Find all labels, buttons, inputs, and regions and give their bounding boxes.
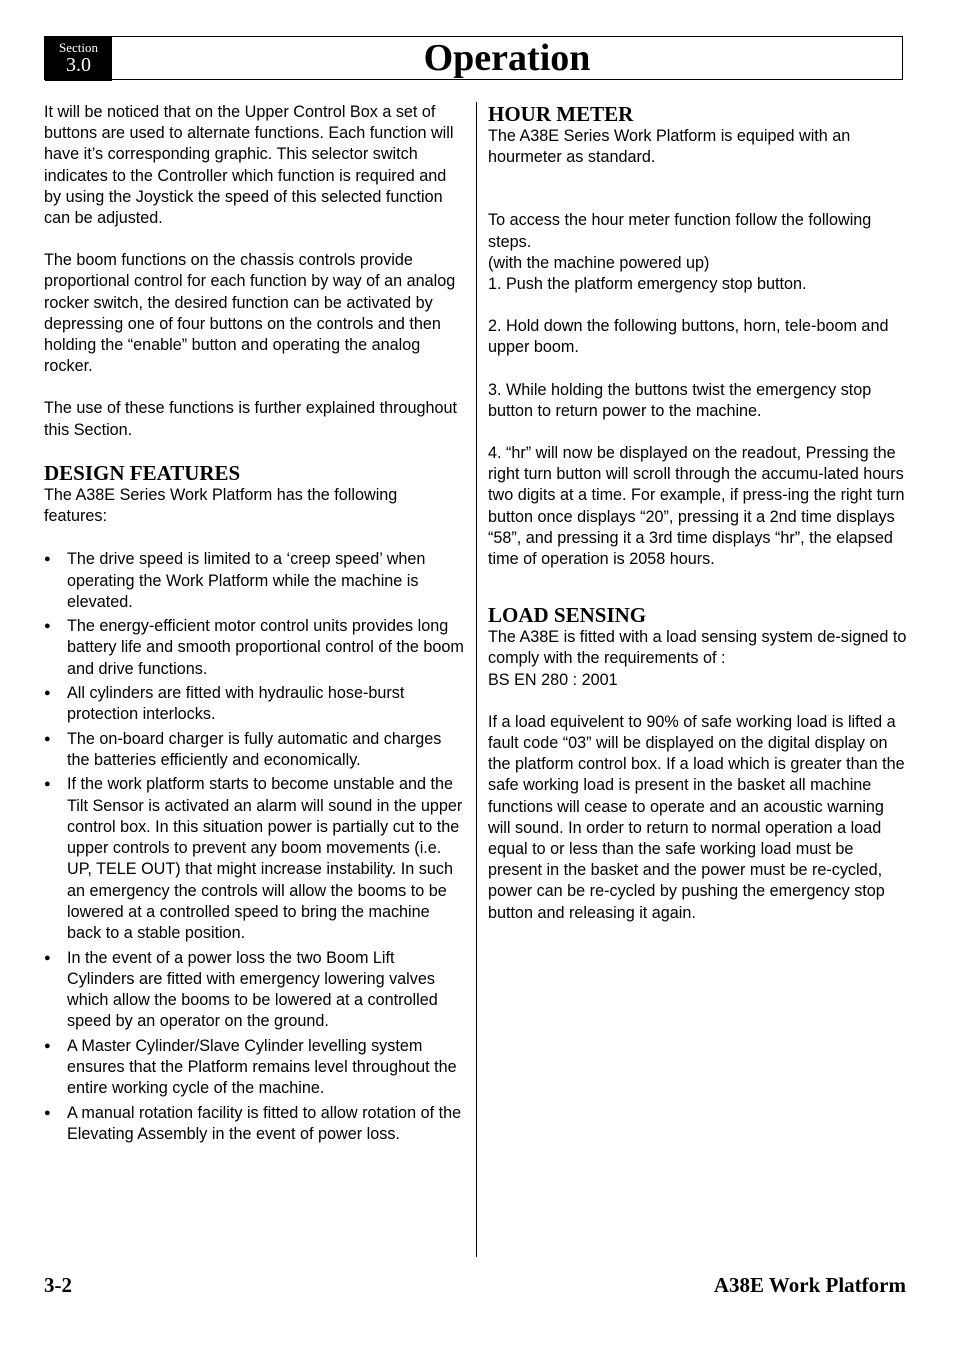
hour-meter-heading: HOUR METER [488, 102, 634, 126]
load-sensing-detail: If a load equivelent to 90% of safe working load is lifted a fault code “03” will be displayed on the digital display on the platform control box. If a load which is greater than the safe working load is present in the basket all machine functions will cease to operate and an acoustic warning will sound. In order to return to normal operation a load equal to or less than the safe working load must be present in the basket and the power must be re-cycled, power can be re-cycled by pushing the emergency stop button and releasing it again. [488, 712, 905, 922]
step-item: 3. While holding the buttons twist the emergency stop button to return power to the machine. [488, 380, 872, 420]
design-features-heading: DESIGN FEATURES [44, 460, 241, 485]
page-header [44, 36, 903, 80]
features-list [44, 549, 464, 1145]
step-item: 1. Push the platform emergency stop button. [488, 275, 807, 294]
intro-paragraph: The boom functions on the chassis controls provide proportional control for each function by way of an analog rocker switch, the desired function can be activated by depressing one of four buttons on the controls and then holding the “enable” button and operating the analog rocker. [44, 251, 456, 376]
load-standard: BS EN 280 : 2001 [488, 670, 618, 689]
feature-item: ● The drive speed is limited to a ‘creep speed’ when operating the Work Platform while the machine is elevated. [44, 549, 464, 613]
feature-item: ● In the event of a power loss the two Boom Lift Cylinders are fitted with emergency lowering valves which allow the booms to be lowered at a controlled speed by an operator on the ground. [44, 948, 464, 1033]
feature-item: ● A manual rotation facility is fitted to allow rotation of the Elevating Assembly in the event of power loss. [44, 1103, 464, 1146]
section-label: Section [59, 40, 98, 55]
feature-item: ● The on-board charger is fully automatic and charges the batteries efficiently and economically. [44, 729, 464, 772]
feature-item: ● All cylinders are fitted with hydraulic hose-burst protection interlocks. [44, 683, 464, 726]
feature-item: ● If the work platform starts to become unstable and the Tilt Sensor is activated an alarm will sound in the upper control box. In this situation power is partially cut to the upper controls to prevent any boom movements (i.e. UP, TELE OUT) that might increase instability. In such an emergency the controls will allow the booms to be lowered at a controlled speed to bring the machine back to a stable position. [44, 774, 464, 944]
section-number: 3.0 [66, 54, 91, 76]
page-number: 3-2 [44, 1273, 72, 1297]
load-sensing-heading: LOAD SENSING [488, 603, 647, 628]
intro-paragraph: The use of these functions is further explained throughout this Section. [44, 399, 458, 439]
powered-note: (with the machine powered up) [488, 253, 710, 272]
left-column [44, 102, 464, 1148]
product-name: A38E Work Platform [713, 1273, 906, 1297]
intro-paragraph: It will be noticed that on the Upper Control Box a set of buttons are used to alternate functions. Each function will have it’s corresponding graphic. This selector switch indicates to the Controller which function is required and by using the Joystick the speed of this selected function can be adjusted. [44, 103, 454, 228]
load-sensing-intro: The A38E is fitted with a load sensing system de-signed to comply with the requirements of : [488, 628, 907, 668]
step-item: 4. “hr” will now be displayed on the readout, Pressing the right turn button will scroll through the accumu-lated hours two digits at a time. For example, if press-ing the right turn button once displays “20”, pressing it a 2nd time displays “58”, and pressing it a 3rd time displays “hr”, the elapsed time of operation is 2058 hours. [488, 444, 905, 569]
column-divider [476, 102, 477, 1257]
access-intro: To access the hour meter function follow the following steps. [488, 211, 872, 251]
hour-meter-intro: The A38E Series Work Platform is equiped with an hourmeter as standard. [488, 127, 851, 167]
right-column [488, 102, 908, 924]
step-item: 2. Hold down the following buttons, horn, tele-boom and upper boom. [488, 317, 889, 357]
feature-item: ● The energy-efficient motor control units provides long battery life and smooth proportional control of the boom and drive functions. [44, 616, 464, 680]
section-badge [45, 37, 112, 81]
page-title: Operation [423, 37, 591, 79]
design-features-intro: The A38E Series Work Platform has the following features: [44, 485, 398, 526]
feature-item: ● A Master Cylinder/Slave Cylinder levelling system ensures that the Platform remains level throughout the entire working cycle of the machine. [44, 1036, 464, 1100]
